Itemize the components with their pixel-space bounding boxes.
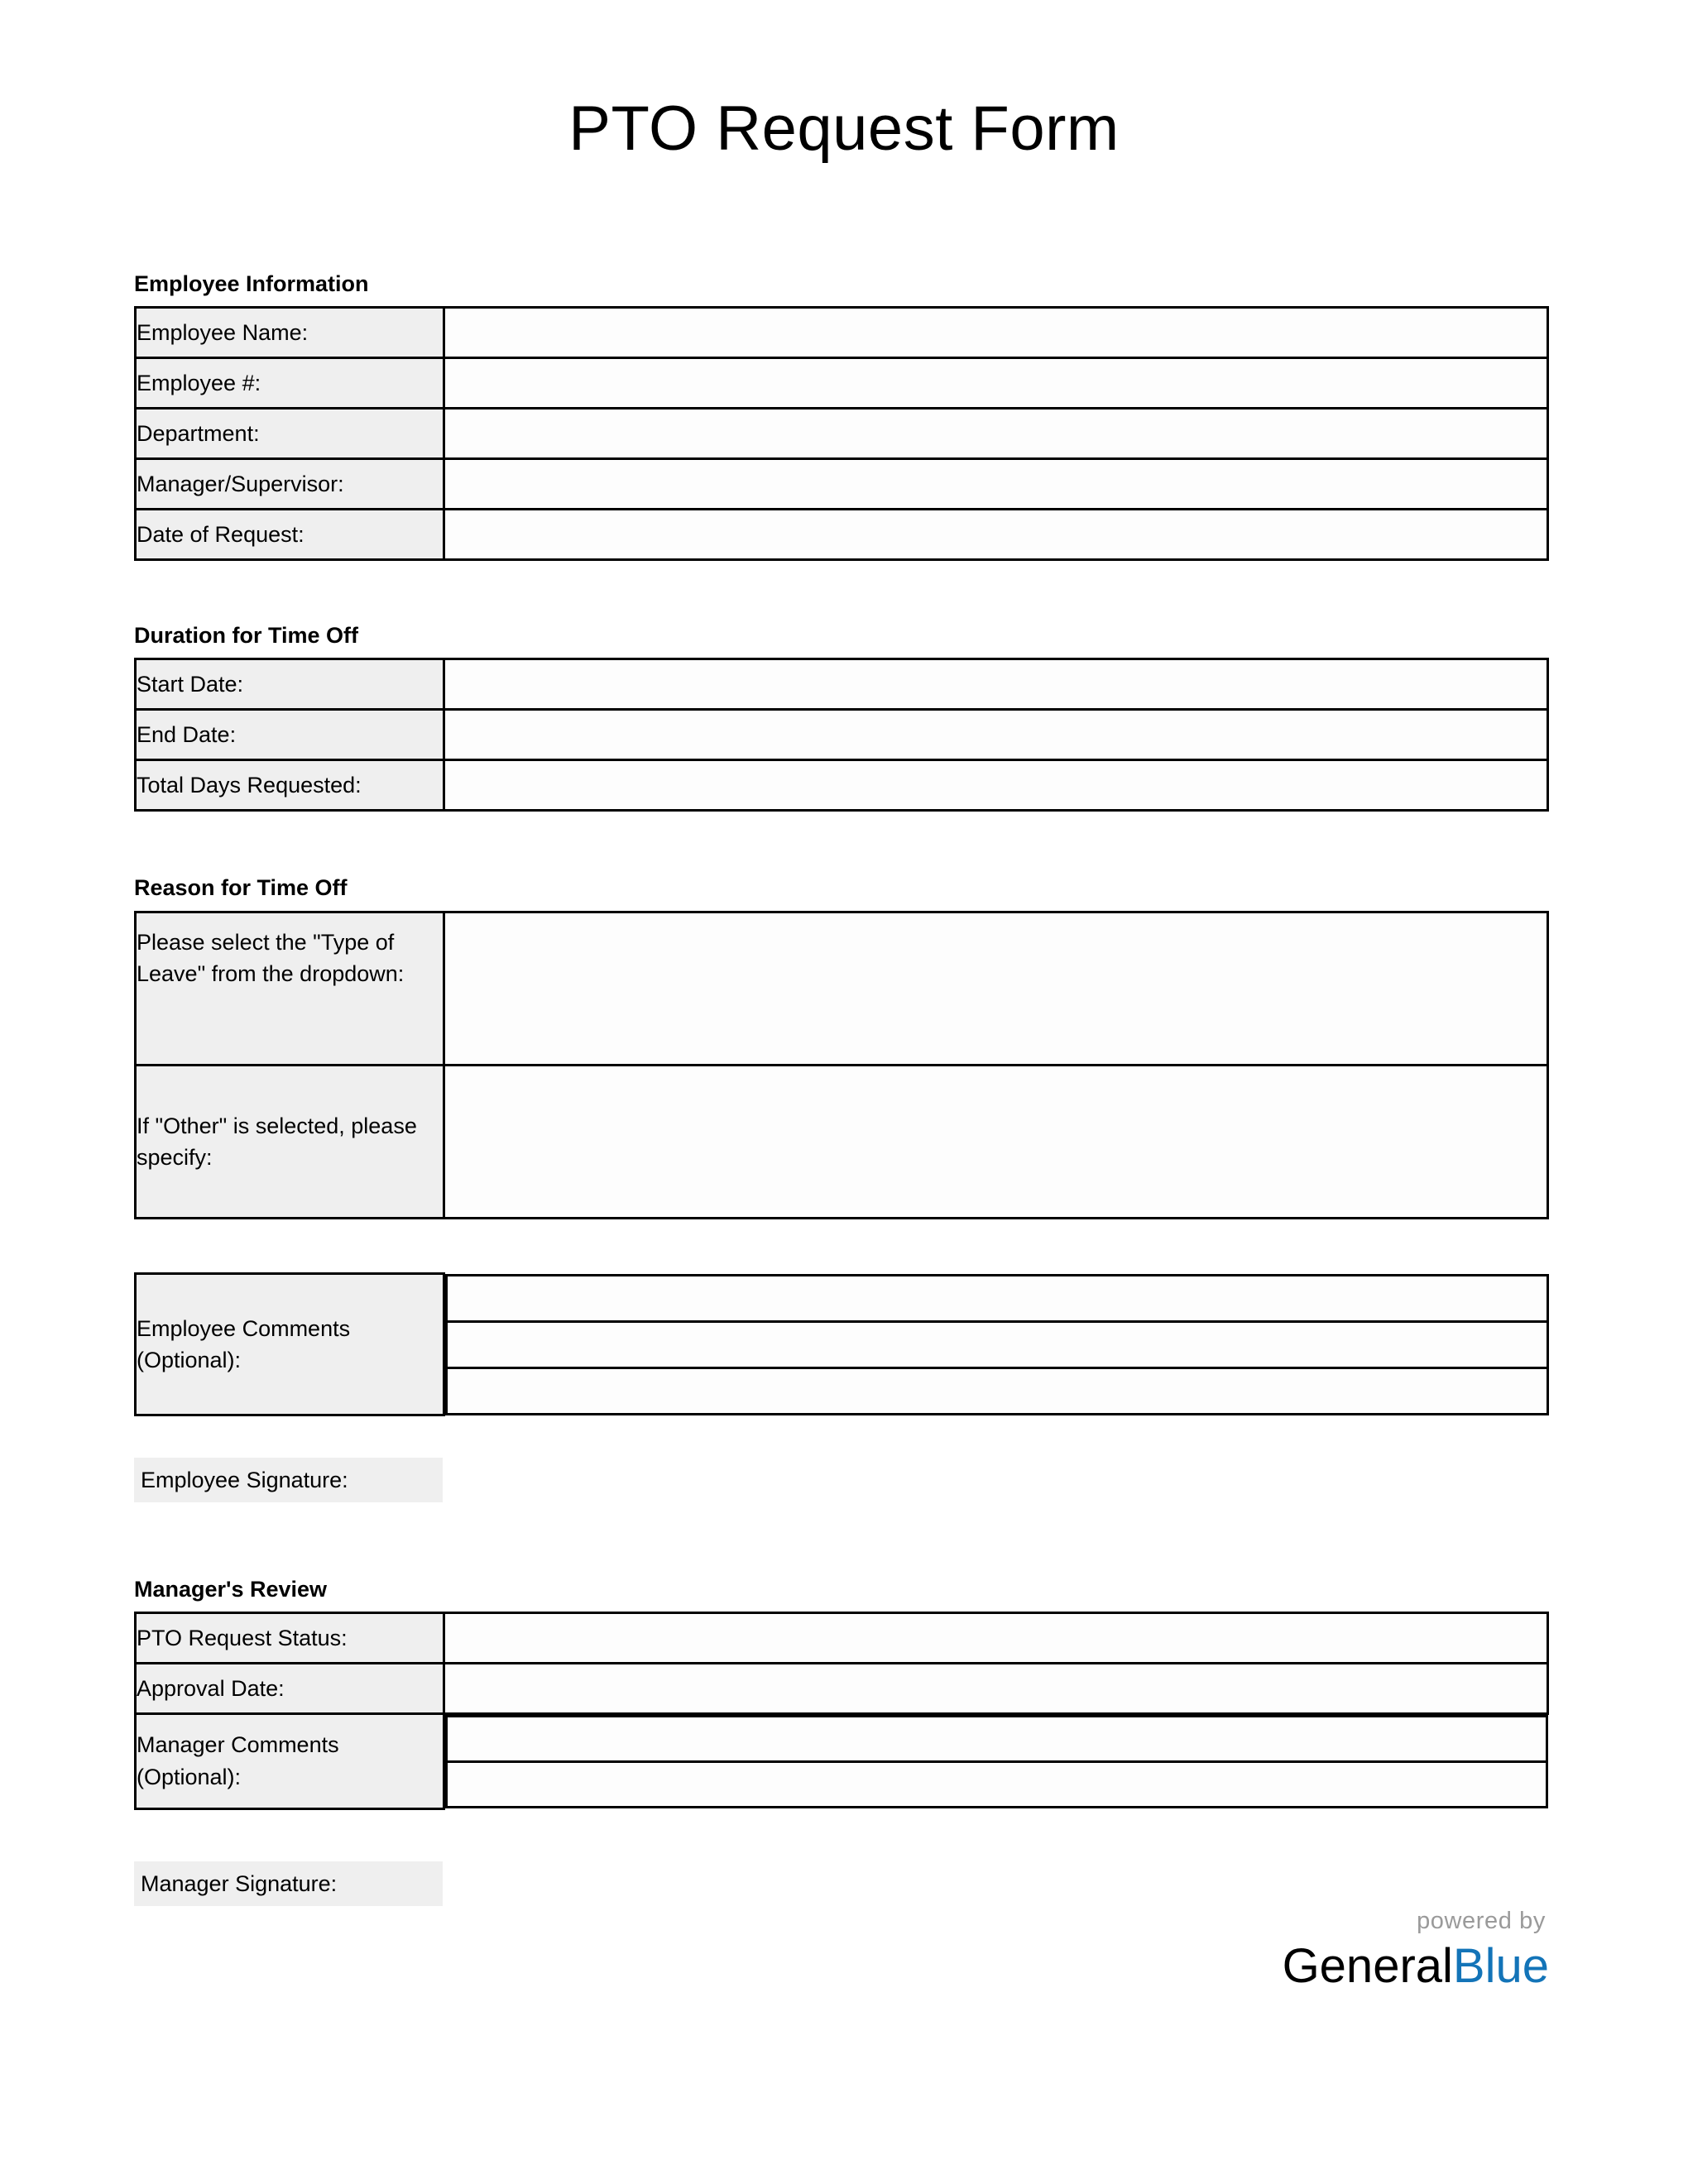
start-date-label: Start Date: xyxy=(136,659,444,710)
manager-comments-lines xyxy=(444,1714,1548,1809)
employee-name-label: Employee Name: xyxy=(136,308,444,358)
manager-supervisor-label: Manager/Supervisor: xyxy=(136,459,444,510)
section-heading-duration: Duration for Time Off xyxy=(134,623,359,648)
brand-wordmark xyxy=(1282,1939,1549,1994)
table-row xyxy=(136,1613,1548,1664)
table-row xyxy=(136,912,1548,1066)
employee-comments-line-2[interactable] xyxy=(447,1321,1548,1367)
brand-blue-text: Blue xyxy=(1452,1939,1549,1994)
table-row xyxy=(136,459,1548,510)
other-specify-label: If "Other" is selected, please specify: xyxy=(136,1066,444,1219)
employee-comments-lines xyxy=(444,1274,1550,1415)
employee-name-input[interactable] xyxy=(444,308,1548,358)
employee-number-label: Employee #: xyxy=(136,358,444,409)
section-heading-managers-review: Manager's Review xyxy=(134,1577,328,1602)
manager-supervisor-input[interactable] xyxy=(444,459,1548,510)
employee-comments-line-3[interactable] xyxy=(447,1367,1548,1414)
table-row xyxy=(136,1274,1550,1415)
manager-signature-label[interactable]: Manager Signature: xyxy=(134,1861,443,1906)
section-heading-employee-information: Employee Information xyxy=(134,271,369,296)
table-row xyxy=(136,760,1548,811)
department-label: Department: xyxy=(136,409,444,459)
employee-comments-label: Employee Comments (Optional): xyxy=(136,1274,444,1415)
table-row xyxy=(136,510,1548,560)
table-row xyxy=(136,1664,1548,1714)
department-input[interactable] xyxy=(444,409,1548,459)
date-of-request-input[interactable] xyxy=(444,510,1548,560)
approval-date-input[interactable] xyxy=(444,1664,1548,1714)
date-of-request-label: Date of Request: xyxy=(136,510,444,560)
employee-signature-label[interactable]: Employee Signature: xyxy=(134,1458,443,1502)
table-row xyxy=(136,409,1548,459)
start-date-input[interactable] xyxy=(444,659,1548,710)
type-of-leave-dropdown[interactable] xyxy=(444,912,1548,1066)
pto-request-status-input[interactable] xyxy=(444,1613,1548,1664)
page-title: PTO Request Form xyxy=(568,93,1120,164)
manager-comments-label: Manager Comments (Optional): xyxy=(136,1714,444,1809)
end-date-label: End Date: xyxy=(136,710,444,760)
employee-number-input[interactable] xyxy=(444,358,1548,409)
employee-comments-line-1[interactable] xyxy=(447,1275,1548,1321)
table-row xyxy=(136,358,1548,409)
table-row xyxy=(136,1714,1548,1809)
approval-date-label: Approval Date: xyxy=(136,1664,444,1714)
table-row xyxy=(136,659,1548,710)
employee-comments-table xyxy=(134,1272,1549,1416)
duration-table xyxy=(134,658,1549,812)
end-date-input[interactable] xyxy=(444,710,1548,760)
employee-information-table xyxy=(134,306,1549,561)
table-row xyxy=(136,710,1548,760)
type-of-leave-label: Please select the "Type of Leave" from the dropdown: xyxy=(136,912,444,1066)
brand-general-text: General xyxy=(1282,1939,1453,1994)
total-days-requested-input[interactable] xyxy=(444,760,1548,811)
section-heading-reason: Reason for Time Off xyxy=(134,875,348,900)
total-days-requested-label: Total Days Requested: xyxy=(136,760,444,811)
table-row xyxy=(136,1066,1548,1219)
manager-comments-line-2[interactable] xyxy=(447,1762,1547,1808)
general-blue-logo xyxy=(1283,1909,1549,1992)
pto-request-status-label: PTO Request Status: xyxy=(136,1613,444,1664)
other-specify-input[interactable] xyxy=(444,1066,1548,1219)
powered-by-text: powered by xyxy=(1417,1908,1546,1935)
manager-comments-line-1[interactable] xyxy=(447,1717,1547,1762)
reason-table xyxy=(134,911,1549,1219)
managers-review-table xyxy=(134,1612,1549,1810)
table-row xyxy=(136,308,1548,358)
